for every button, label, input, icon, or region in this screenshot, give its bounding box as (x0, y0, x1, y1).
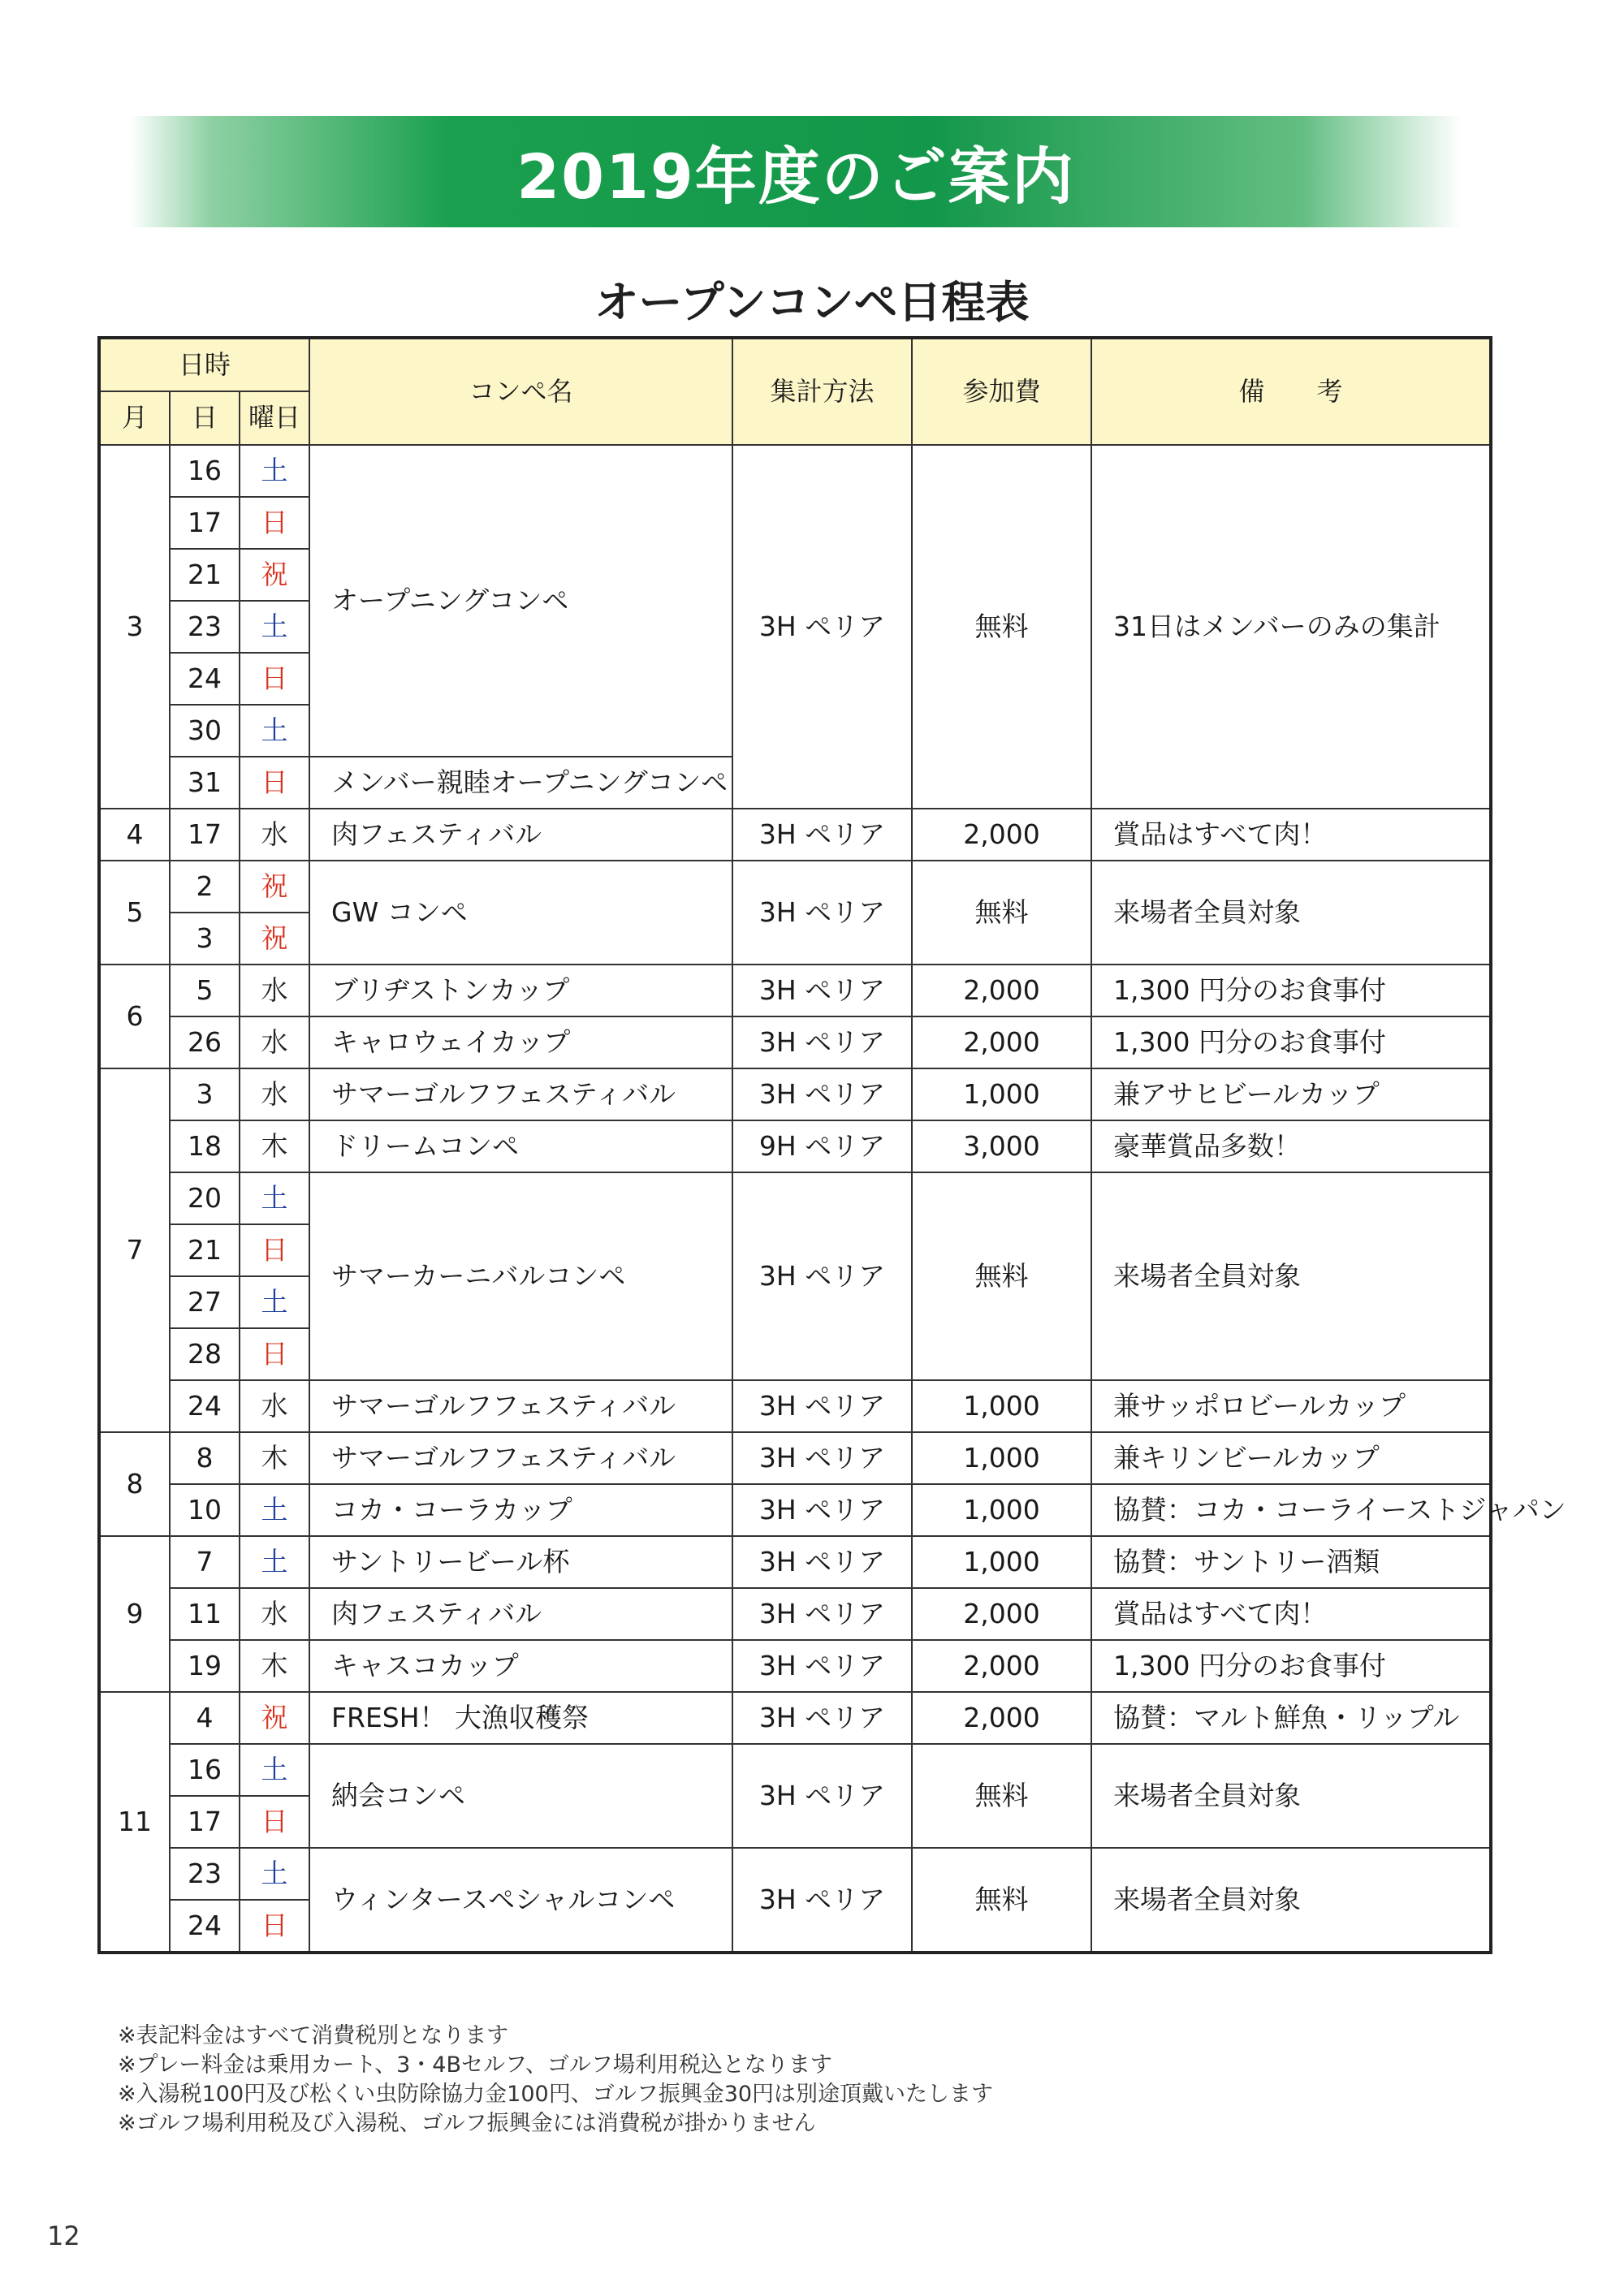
table-row (99, 861, 1491, 913)
fee-cell: 1,000 (912, 1536, 1091, 1588)
method-cell: 3H ペリア (732, 1848, 912, 1953)
competition-name-cell: キャスコカップ (309, 1640, 732, 1692)
day-cell: 27 (170, 1276, 240, 1328)
header-weekday: 曜日 (240, 391, 309, 445)
fee-cell: 無料 (912, 861, 1091, 965)
method-cell: 3H ペリア (732, 1380, 912, 1432)
header-note: 備 考 (1091, 338, 1491, 445)
title-banner (130, 116, 1462, 227)
fee-cell: 3,000 (912, 1120, 1091, 1172)
footnotes (118, 2022, 993, 2138)
method-cell: 3H ペリア (732, 1068, 912, 1120)
day-cell: 5 (170, 965, 240, 1016)
fee-cell: 2,000 (912, 1588, 1091, 1640)
competition-name-cell: ブリヂストンカップ (309, 965, 732, 1016)
day-cell: 17 (170, 809, 240, 861)
weekday-cell: 木 (240, 1120, 309, 1172)
weekday-cell: 日 (240, 653, 309, 705)
banner-title: 2019年度のご案内 (516, 140, 1075, 213)
table-row (99, 1848, 1491, 1900)
competition-name-cell: 肉フェスティバル (309, 809, 732, 861)
day-cell: 23 (170, 1848, 240, 1900)
competition-name-cell: サマーゴルフフェスティバル (309, 1380, 732, 1432)
day-cell: 17 (170, 1796, 240, 1848)
competition-name-cell: サマーゴルフフェスティバル (309, 1068, 732, 1120)
weekday-cell: 土 (240, 601, 309, 653)
note-cell: 兼キリンビールカップ (1091, 1432, 1491, 1484)
day-cell: 26 (170, 1016, 240, 1068)
day-cell: 8 (170, 1432, 240, 1484)
weekday-cell: 土 (240, 705, 309, 757)
note-cell: 協賛：マルト鮮魚・リップル (1091, 1692, 1491, 1744)
note-cell: 兼アサヒビールカップ (1091, 1068, 1491, 1120)
weekday-cell: 土 (240, 1744, 309, 1796)
month-cell: 11 (99, 1692, 170, 1953)
method-cell: 9H ペリア (732, 1120, 912, 1172)
weekday-cell: 木 (240, 1432, 309, 1484)
weekday-cell: 祝 (240, 861, 309, 913)
footnote: ※入湯税100円及び松くい虫防除協力金100円、ゴルフ振興金30円は別途頂戴いたします (118, 2082, 994, 2107)
weekday-cell: 土 (240, 1848, 309, 1900)
weekday-cell: 土 (240, 1172, 309, 1224)
competition-name-cell: サマーカーニバルコンペ (309, 1172, 732, 1380)
month-cell: 9 (99, 1536, 170, 1692)
weekday-cell: 日 (240, 757, 309, 809)
day-cell: 7 (170, 1536, 240, 1588)
fee-cell: 2,000 (912, 1692, 1091, 1744)
month-cell: 4 (99, 809, 170, 861)
method-cell: 3H ペリア (732, 965, 912, 1016)
day-cell: 16 (170, 1744, 240, 1796)
method-cell: 3H ペリア (732, 1744, 912, 1848)
weekday-cell: 祝 (240, 549, 309, 601)
day-cell: 24 (170, 1380, 240, 1432)
header-month: 月 (99, 391, 170, 445)
table-row (99, 1432, 1491, 1484)
method-cell: 3H ペリア (732, 1640, 912, 1692)
weekday-cell: 水 (240, 965, 309, 1016)
day-cell: 24 (170, 653, 240, 705)
weekday-cell: 水 (240, 809, 309, 861)
weekday-cell: 日 (240, 1328, 309, 1380)
day-cell: 3 (170, 1068, 240, 1120)
note-cell: 来場者全員対象 (1091, 1744, 1491, 1848)
method-cell: 3H ペリア (732, 1692, 912, 1744)
method-cell: 3H ペリア (732, 445, 912, 809)
fee-cell: 無料 (912, 1172, 1091, 1380)
table-row (99, 1640, 1491, 1692)
fee-cell: 無料 (912, 445, 1091, 809)
competition-name-cell: サントリービール杯 (309, 1536, 732, 1588)
day-cell: 20 (170, 1172, 240, 1224)
note-cell: 協賛：コカ・コーライーストジャパン (1091, 1484, 1491, 1536)
fee-cell: 1,000 (912, 1484, 1091, 1536)
fee-cell: 2,000 (912, 965, 1091, 1016)
note-cell: 協賛：サントリー酒類 (1091, 1536, 1491, 1588)
table-row (99, 1120, 1491, 1172)
day-cell: 28 (170, 1328, 240, 1380)
table-row (99, 965, 1491, 1016)
weekday-cell: 水 (240, 1380, 309, 1432)
day-cell: 3 (170, 913, 240, 965)
day-cell: 31 (170, 757, 240, 809)
schedule-table (97, 336, 1566, 1954)
day-cell: 24 (170, 1900, 240, 1953)
footnote: ※ゴルフ場利用税及び入湯税、ゴルフ振興金には消費税が掛かりません (118, 2111, 816, 2136)
table-row (99, 1380, 1491, 1432)
footnote: ※表記料金はすべて消費税別となります (118, 2023, 509, 2048)
method-cell: 3H ペリア (732, 1484, 912, 1536)
note-cell: 賞品はすべて肉！ (1091, 1588, 1491, 1640)
weekday-cell: 水 (240, 1588, 309, 1640)
fee-cell: 無料 (912, 1744, 1091, 1848)
table-row (99, 445, 1491, 497)
competition-name-cell: 肉フェスティバル (309, 1588, 732, 1640)
note-cell: 来場者全員対象 (1091, 861, 1491, 965)
month-cell: 6 (99, 965, 170, 1068)
competition-name-cell: コカ・コーラカップ (309, 1484, 732, 1536)
competition-name-cell: FRESH！ 大漁収穫祭 (309, 1692, 732, 1744)
weekday-cell: 土 (240, 1276, 309, 1328)
day-cell: 23 (170, 601, 240, 653)
competition-name-cell: GW コンペ (309, 861, 732, 965)
table-row (99, 809, 1491, 861)
competition-name-cell: メンバー親睦オープニングコンペ (309, 757, 732, 809)
weekday-cell: 水 (240, 1016, 309, 1068)
weekday-cell: 祝 (240, 913, 309, 965)
page-number: 12 (47, 2220, 80, 2251)
method-cell: 3H ペリア (732, 1432, 912, 1484)
table-row (99, 1588, 1491, 1640)
month-cell: 3 (99, 445, 170, 809)
table-row (99, 1172, 1491, 1224)
weekday-cell: 水 (240, 1068, 309, 1120)
table-row (99, 1484, 1491, 1536)
fee-cell: 1,000 (912, 1380, 1091, 1432)
fee-cell: 無料 (912, 1848, 1091, 1953)
weekday-cell: 日 (240, 1796, 309, 1848)
weekday-cell: 日 (240, 1900, 309, 1953)
competition-name-cell: 納会コンペ (309, 1744, 732, 1848)
fee-cell: 1,000 (912, 1432, 1091, 1484)
day-cell: 10 (170, 1484, 240, 1536)
note-cell: 賞品はすべて肉！ (1091, 809, 1491, 861)
day-cell: 4 (170, 1692, 240, 1744)
method-cell: 3H ペリア (732, 861, 912, 965)
day-cell: 17 (170, 497, 240, 549)
fee-cell: 1,000 (912, 1068, 1091, 1120)
weekday-cell: 木 (240, 1640, 309, 1692)
table-row (99, 1744, 1491, 1796)
competition-name-cell: キャロウェイカップ (309, 1016, 732, 1068)
header-name: コンペ名 (309, 338, 732, 445)
note-cell: 来場者全員対象 (1091, 1848, 1491, 1953)
header-datetime: 日時 (99, 338, 309, 391)
weekday-cell: 土 (240, 1484, 309, 1536)
day-cell: 2 (170, 861, 240, 913)
day-cell: 30 (170, 705, 240, 757)
weekday-cell: 土 (240, 445, 309, 497)
day-cell: 16 (170, 445, 240, 497)
method-cell: 3H ペリア (732, 1016, 912, 1068)
note-cell: 来場者全員対象 (1091, 1172, 1491, 1380)
day-cell: 18 (170, 1120, 240, 1172)
table-row (99, 1068, 1491, 1120)
note-cell: 豪華賞品多数！ (1091, 1120, 1491, 1172)
schedule-body (99, 445, 1566, 1953)
competition-name-cell: サマーゴルフフェスティバル (309, 1432, 732, 1484)
header-method: 集計方法 (732, 338, 912, 445)
note-cell: 1,300 円分のお食事付 (1091, 1016, 1491, 1068)
header-fee: 参加費 (912, 338, 1091, 445)
table-row (99, 1692, 1491, 1744)
schedule-title: オープンコンペ日程表 (594, 277, 1030, 328)
day-cell: 11 (170, 1588, 240, 1640)
footnote: ※プレー料金は乗用カート、3・4Bセルフ、ゴルフ場利用税込となります (118, 2052, 832, 2078)
day-cell: 21 (170, 1224, 240, 1276)
weekday-cell: 日 (240, 1224, 309, 1276)
month-cell: 8 (99, 1432, 170, 1536)
table-row (99, 1016, 1491, 1068)
header-day: 日 (170, 391, 240, 445)
fee-cell: 2,000 (912, 1016, 1091, 1068)
day-cell: 19 (170, 1640, 240, 1692)
fee-cell: 2,000 (912, 809, 1091, 861)
method-cell: 3H ペリア (732, 1588, 912, 1640)
month-cell: 7 (99, 1068, 170, 1432)
method-cell: 3H ペリア (732, 1536, 912, 1588)
fee-cell: 2,000 (912, 1640, 1091, 1692)
month-cell: 5 (99, 861, 170, 965)
weekday-cell: 土 (240, 1536, 309, 1588)
competition-name-cell: ウィンタースペシャルコンペ (309, 1848, 732, 1953)
weekday-cell: 祝 (240, 1692, 309, 1744)
competition-name-cell: ドリームコンペ (309, 1120, 732, 1172)
competition-name-cell: オープニングコンペ (309, 445, 732, 757)
table-row (99, 1536, 1491, 1588)
note-cell: 1,300 円分のお食事付 (1091, 965, 1491, 1016)
weekday-cell: 日 (240, 497, 309, 549)
day-cell: 21 (170, 549, 240, 601)
method-cell: 3H ペリア (732, 809, 912, 861)
note-cell: 1,300 円分のお食事付 (1091, 1640, 1491, 1692)
method-cell: 3H ペリア (732, 1172, 912, 1380)
note-cell: 31日はメンバーのみの集計 (1091, 445, 1491, 809)
note-cell: 兼サッポロビールカップ (1091, 1380, 1491, 1432)
